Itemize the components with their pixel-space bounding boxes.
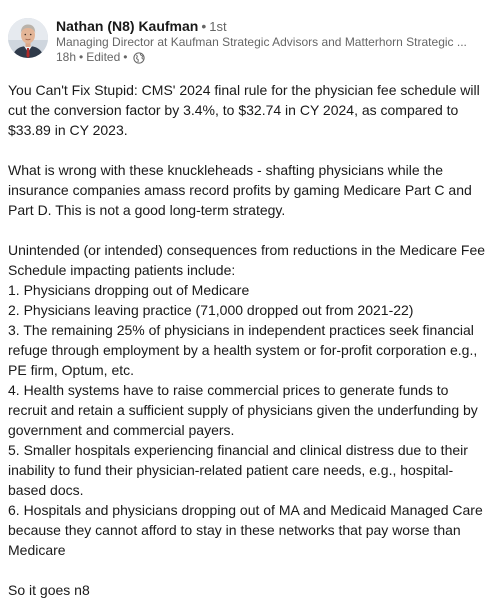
post-time: 18h bbox=[56, 50, 77, 64]
post-signoff: So it goes n8 bbox=[8, 582, 90, 598]
list-item: 3. The remaining 25% of physicians in independent practices seek financial refuge through employment by a health system or for-profit corporation e.g., PE firm, Optum, etc. bbox=[8, 322, 478, 378]
author-name[interactable]: Nathan (N8) Kaufman bbox=[56, 18, 199, 34]
avatar[interactable] bbox=[8, 18, 48, 58]
post-header bbox=[8, 18, 488, 66]
author-name-row bbox=[56, 18, 486, 35]
list-item: 5. Smaller hospitals experiencing financial and clinical distress due to their inability to fund their physician-related patient care needs, e.g., hospital-based docs. bbox=[8, 442, 468, 498]
author-headline: Managing Director at Kaufman Strategic Advisors and Matterhorn Strategic ... bbox=[56, 35, 467, 49]
separator-dot: • bbox=[79, 50, 84, 64]
post-timestamp-row bbox=[56, 50, 486, 65]
post-paragraph-2: What is wrong with these knuckleheads - shafting physicians while the insurance companies amass record profits by gaming Medicare Part C and Part D. This is not a good long-term strategy. bbox=[8, 162, 472, 218]
list-item: 1. Physicians dropping out of Medicare bbox=[8, 282, 250, 298]
list-item: 6. Hospitals and physicians dropping out of MA and Medicaid Managed Care because they cannot afford to stay in these networks that pay worse than Medicare bbox=[8, 502, 483, 558]
separator-dot: • bbox=[201, 18, 207, 34]
separator-dot: • bbox=[123, 50, 128, 64]
list-item: 4. Health systems have to raise commercial prices to generate funds to recruit and retain a sufficient supply of physicians given the underfunding by government and commercial payers. bbox=[8, 382, 478, 438]
post-paragraph-1: You Can't Fix Stupid: CMS' 2024 final rule for the physician fee schedule will cut the conversion factor by 3.4%, to $32.74 in CY 2024, as compared to $33.89 in CY 2023. bbox=[8, 82, 480, 138]
globe-icon bbox=[133, 52, 145, 64]
post-paragraph-3-intro: Unintended (or intended) consequences from reductions in the Medicare Fee Schedule impacting patients include: bbox=[8, 242, 486, 278]
edited-label: Edited bbox=[86, 50, 121, 64]
post-body bbox=[8, 80, 486, 600]
avatar-photo bbox=[8, 18, 48, 58]
author-meta bbox=[56, 18, 486, 65]
list-item: 2. Physicians leaving practice (71,000 dropped out from 2021-22) bbox=[8, 302, 414, 318]
connection-degree: 1st bbox=[209, 19, 227, 34]
